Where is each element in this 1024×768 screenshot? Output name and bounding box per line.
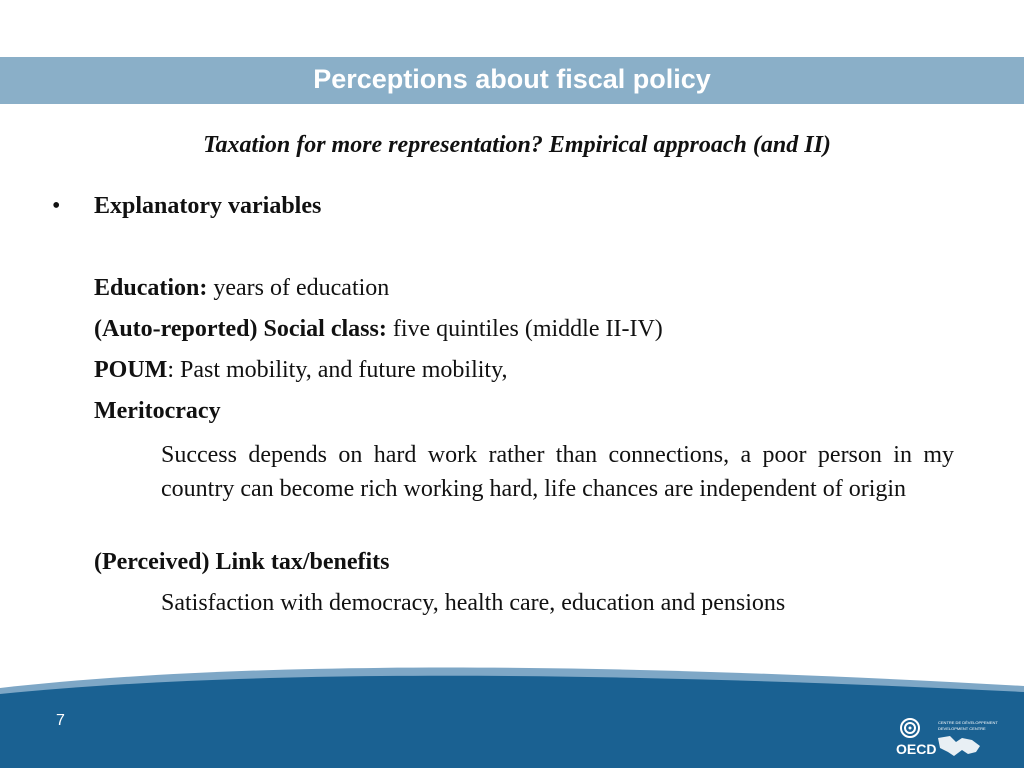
bullet-label: Explanatory variables bbox=[94, 193, 322, 219]
oecd-wordmark: OECD bbox=[896, 741, 937, 757]
logo-caption-fr: CENTRE DE DÉVELOPPEMENT bbox=[938, 720, 998, 725]
oecd-logo-icon bbox=[890, 716, 1010, 764]
education-label: Education: bbox=[94, 275, 208, 301]
meritocracy-text: Success depends on hard work rather than connections, a poor person in my country can become rich working hard, life chances are independent of origin bbox=[161, 442, 954, 502]
logo-caption-en: DEVELOPMENT CENTRE bbox=[938, 726, 986, 731]
oecd-logo bbox=[890, 716, 1010, 764]
page-number: 7 bbox=[56, 712, 65, 729]
link-text: Satisfaction with democracy, health care, education and pensions bbox=[161, 590, 786, 616]
poum-text: : Past mobility, and future mobility, bbox=[167, 357, 508, 383]
world-map-icon bbox=[938, 736, 980, 756]
meritocracy-label: Meritocracy bbox=[94, 398, 221, 424]
title-bar bbox=[0, 57, 1024, 104]
footer-wave-dark bbox=[0, 676, 1024, 768]
poum-label: POUM bbox=[94, 357, 168, 383]
bullet-symbol: • bbox=[52, 193, 61, 219]
education-line bbox=[94, 275, 389, 302]
social-class-label: (Auto-reported) Social class: bbox=[94, 316, 387, 342]
slide-title: Perceptions about fiscal policy bbox=[313, 64, 711, 94]
social-class-line bbox=[94, 316, 663, 343]
slide-subtitle: Taxation for more representation? Empirical approach (and II) bbox=[203, 132, 831, 158]
link-label: (Perceived) Link tax/benefits bbox=[94, 549, 390, 575]
footer-wave bbox=[0, 660, 1024, 768]
poum-line bbox=[94, 357, 508, 384]
education-text: years of education bbox=[207, 275, 390, 301]
social-class-text: five quintiles (middle II-IV) bbox=[386, 316, 663, 342]
bullet-item bbox=[52, 193, 322, 220]
